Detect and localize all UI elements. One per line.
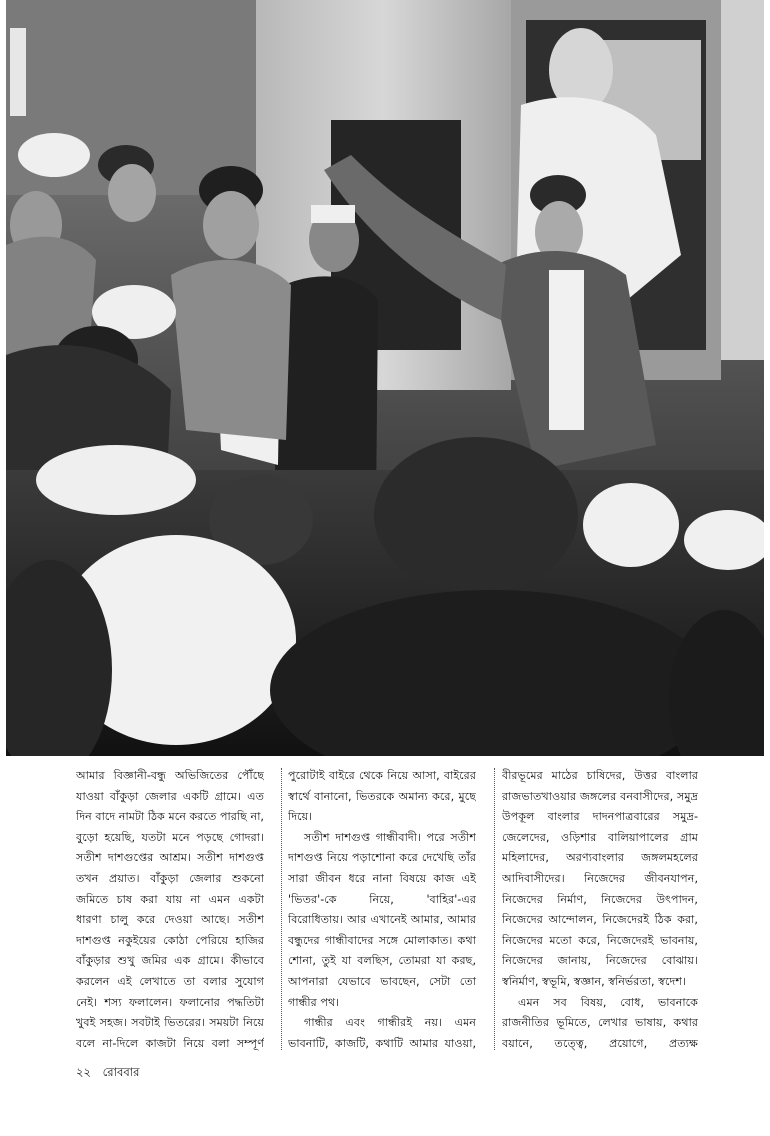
column-2-paragraph-1: পুরোটাই বাইরে থেকে নিয়ে আসা, বাইরের স্বার্থে বানানো, ভিতরকে অমান্য করে, মুছে দিয়ে।: [288, 769, 476, 824]
article-column-1: [76, 766, 264, 1054]
page-footer: [76, 1064, 139, 1083]
article-column-3: [502, 766, 698, 1054]
news-photo: [6, 0, 764, 756]
page-number: ২২: [76, 1065, 91, 1079]
column-3-paragraph-2: এমন সব বিষয়, বোধ, ভাবনাকে রাজনীতির ভূমিতে, লেখার ভাষায়, কথার বয়ানে, তত্ত্বে, প্রয়োগে, প্রত্যক্ষ: [502, 995, 698, 1050]
column-2-paragraph-3: গান্ধীর এবং গান্ধীরই নয়। এমন ভাবনাটি, কাজটি, কথাটি আমার যাওয়া,: [288, 1016, 476, 1050]
column-3-paragraph-1: বীরভূমের মাঠের চাষিদের, উত্তর বাংলার রাজভাতখাওয়ার জঙ্গলের বনবাসীদের, সমুদ্র উপকূল বাংলার দাদনপাত্রবারের সমুদ্র-জেলেদের, ওড়িশার বালিয়াপালের গ্রাম মহিলাদের, অরণ্যবাংলার জঙ্গলমহলের আদিবাসীদের। নিজেদের জীবনযাপন, নিজেদের নির্মাণ, নিজেদের উৎপাদন, নিজেদের আন্দোলন, নিজেদেরই ঠিক করা, নিজেদের মতো করে, নিজেদেরই ভাবনায়, নিজেদের জানায়, নিজেদের বোঝায়। স্বনির্মাণ, স্বভূমি, স্বজ্ঞান, স্বনির্ভরতা, স্বদেশ।: [502, 769, 698, 988]
column-2-paragraph-2: সতীশ দাশগুপ্ত গান্ধীবাদী। পরে সতীশ দাশগুপ্ত নিয়ে পড়াশোনা করে দেখেছি তাঁর সারা জীবন ধরে নানা বিষয়ে কাজ এই 'ভিতর'-কে নিয়ে, 'বাহির'-এর বিরোধিতায়। আর এখানেই আমার, আমার বন্ধুদের গান্ধীবাদের সঙ্গে মোলাকাত। কথা শোনা, তুই যা বলছিস, তোমরা যা করছ, আপনারা যেভাবে ভাবছেন, সেটা তো গান্ধীর পথ।: [288, 830, 476, 1009]
article-columns: [76, 766, 698, 1054]
article-column-2: [288, 766, 476, 1054]
column-1-paragraph-1: আমার বিজ্ঞানী-বন্ধু অভিজিতের পৌঁছে যাওয়া বাঁকুড়া জেলার একটি গ্রামে। এত দিন বাদে নামটা ঠিক মনে করতে পারছি না, বুড়ো হয়েছি, যতটা মনে পড়ছে গোদরা। সতীশ দাশগুপ্তের আশ্রম। সতীশ দাশগুপ্ত তখন প্রয়াত। বাঁকুড়া জেলার শুকনো জমিতে চাষ করা যায় না এমন একটা ধারণা চালু করে দেওয়া আছে। সতীশ দাশগুপ্ত নকুইয়ের কোঠা পেরিয়ে হাজির বাঁকুড়ার শুখু জমির এক গ্রামে। কীভাবে করলেন এই লেখাতে তা বলার সুযোগ নেই। শস্য ফলালেন। ফলানোর পদ্ধতিটা খুবই সহজ। সবটাই ভিতরের। সময়টা নিয়ে বলে না-দিলে কাজটা নিয়ে বলা সম্পূর্ণ: [76, 769, 264, 1050]
magazine-name: রোববার: [102, 1065, 140, 1079]
